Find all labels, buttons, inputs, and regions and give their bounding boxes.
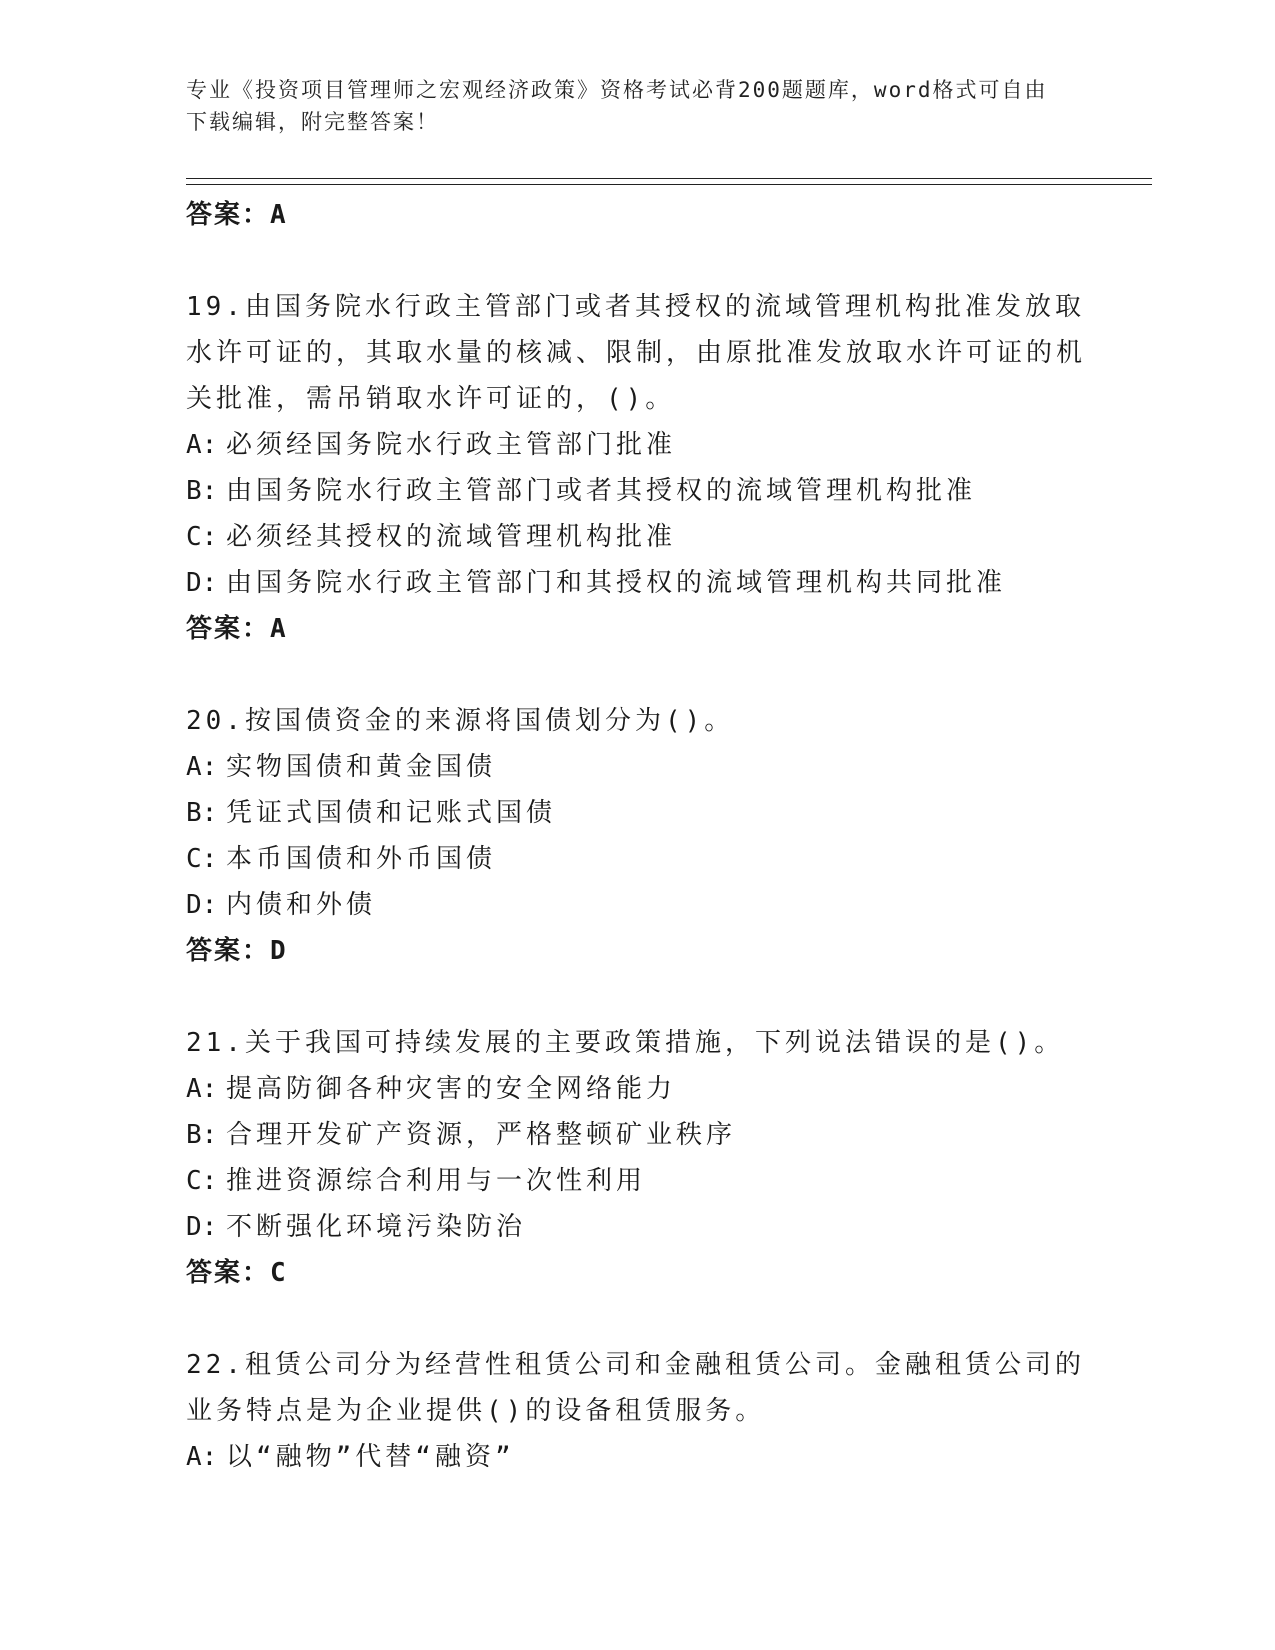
option-key: A: bbox=[186, 1074, 218, 1104]
option-text: 本币国债和外币国债 bbox=[226, 844, 497, 874]
option-d bbox=[186, 882, 1086, 928]
option-key: A: bbox=[186, 752, 218, 782]
option-key: D: bbox=[186, 890, 218, 920]
question-item bbox=[186, 1020, 1086, 1296]
option-key: C: bbox=[186, 522, 218, 552]
option-key: B: bbox=[186, 1120, 218, 1150]
document-body bbox=[186, 192, 1086, 1480]
header-double-rule bbox=[186, 178, 1152, 185]
option-b bbox=[186, 790, 1086, 836]
option-c bbox=[186, 514, 1086, 560]
answer-value: D bbox=[270, 936, 288, 966]
option-text: 凭证式国债和记账式国债 bbox=[226, 798, 557, 828]
option-key: B: bbox=[186, 798, 218, 828]
option-text: 实物国债和黄金国债 bbox=[226, 752, 497, 782]
option-c bbox=[186, 1158, 1086, 1204]
option-text: 内债和外债 bbox=[226, 890, 377, 920]
question-item bbox=[186, 1342, 1086, 1480]
option-key: A: bbox=[186, 1442, 218, 1472]
option-text: 合理开发矿产资源，严格整顿矿业秩序 bbox=[226, 1120, 737, 1150]
option-key: A: bbox=[186, 430, 218, 460]
option-text: 由国务院水行政主管部门和其授权的流域管理机构共同批准 bbox=[226, 568, 1007, 598]
answer-prefix: 答案： bbox=[186, 614, 271, 644]
question-stem: 21.关于我国可持续发展的主要政策措施，下列说法错误的是()。 bbox=[186, 1028, 1065, 1058]
option-a bbox=[186, 744, 1086, 790]
answer-prefix: 答案： bbox=[186, 1258, 271, 1288]
document-header bbox=[186, 74, 1066, 138]
option-d bbox=[186, 1204, 1086, 1250]
option-b bbox=[186, 1112, 1086, 1158]
question-item bbox=[186, 284, 1086, 652]
answer-line bbox=[186, 1250, 1086, 1296]
answer-prefix: 答案： bbox=[186, 200, 271, 230]
answer-prefix: 答案： bbox=[186, 936, 271, 966]
option-text: 推进资源综合利用与一次性利用 bbox=[226, 1166, 647, 1196]
answer-value: A bbox=[270, 614, 288, 644]
option-a bbox=[186, 422, 1086, 468]
answer-line bbox=[186, 928, 1086, 974]
option-key: C: bbox=[186, 844, 218, 874]
option-b bbox=[186, 468, 1086, 514]
option-a bbox=[186, 1066, 1086, 1112]
question-item bbox=[186, 698, 1086, 974]
option-key: B: bbox=[186, 476, 218, 506]
header-intro-text: 专业《投资项目管理师之宏观经济政策》资格考试必背200题题库，word格式可自由下载编辑，附完整答案！ bbox=[186, 78, 1048, 134]
option-text: 提高防御各种灾害的安全网络能力 bbox=[226, 1074, 677, 1104]
option-text: 以“融物”代替“融资” bbox=[226, 1442, 515, 1472]
option-text: 不断强化环境污染防治 bbox=[226, 1212, 527, 1242]
question-stem: 22.租赁公司分为经营性租赁公司和金融租赁公司。金融租赁公司的业务特点是为企业提供()的设备租赁服务。 bbox=[186, 1350, 1085, 1426]
option-text: 必须经国务院水行政主管部门批准 bbox=[226, 430, 677, 460]
option-a bbox=[186, 1434, 1086, 1480]
answer-value: A bbox=[270, 200, 288, 230]
question-stem: 20.按国债资金的来源将国债划分为()。 bbox=[186, 706, 735, 736]
option-d bbox=[186, 560, 1086, 606]
option-key: D: bbox=[186, 1212, 218, 1242]
option-text: 由国务院水行政主管部门或者其授权的流域管理机构批准 bbox=[226, 476, 977, 506]
answer-value: C bbox=[270, 1258, 288, 1288]
answer-line bbox=[186, 192, 1086, 238]
option-key: D: bbox=[186, 568, 218, 598]
option-c bbox=[186, 836, 1086, 882]
question-stem: 19.由国务院水行政主管部门或者其授权的流域管理机构批准发放取水许可证的，其取水量的核减、限制，由原批准发放取水许可证的机关批准，需吊销取水许可证的，()。 bbox=[186, 292, 1087, 414]
option-text: 必须经其授权的流域管理机构批准 bbox=[226, 522, 677, 552]
answer-line bbox=[186, 606, 1086, 652]
option-key: C: bbox=[186, 1166, 218, 1196]
